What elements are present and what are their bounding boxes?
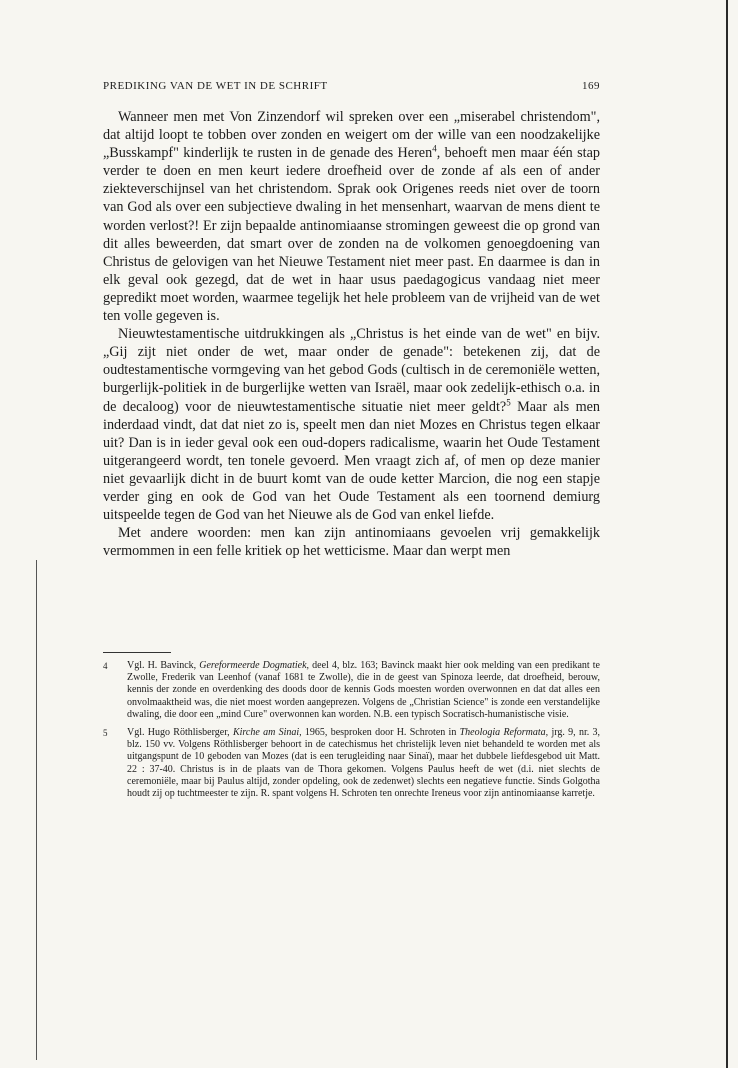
paragraph-1-text-a: Wanneer men met Von Zinzendorf wil spreken over een „miserabel christendom", dat altijd loopt te tobben over zonden en weigert om der wille van een noodzakelijke „Busskampf" kinderlijk te rusten in de genade des Heren (103, 109, 600, 162)
footnotes (103, 660, 600, 806)
footnote-number: 4 (103, 661, 108, 671)
paragraph-2-text-a: Nieuwtestamentische uitdrukkingen als „Christus is het einde van de wet" en bijv. „Gij zijt niet onder de wet, maar onder de genade": betekenen zij, dat de oudtestamentische vormgeving van het gebod Gods (cultisch in de ceremoniële wetten, burgerlijk-politiek in de burgerlijke wetten van Israël, maar ook zedelijk-ethisch o.a. in de decaloog) voor de nieuwtestamentische situatie niet meer geldt? (103, 326, 600, 415)
paragraph-1 (103, 108, 600, 325)
footnote-5 (103, 727, 600, 800)
footnote-ref-4: 4 (432, 143, 437, 154)
footnote-text-part: Vgl. H. Bavinck, (127, 660, 200, 671)
footnote-text-part: 1965, besproken door H. Schroten in (301, 727, 460, 739)
running-title: PREDIKING VAN DE WET IN DE SCHRIFT (103, 80, 328, 92)
page-edge-left (36, 560, 37, 1060)
main-text (103, 108, 600, 560)
footnote-4 (103, 660, 600, 721)
footnote-title-italic: Gereformeerde Dogmatiek, (199, 660, 310, 671)
footnote-text-part: Vgl. Hugo Röthlisberger, (127, 727, 233, 739)
page-edge-right (726, 0, 728, 1068)
footnote-text-part: deel 4, blz. 163; Bavinck maakt hier ook melding van een predikant te Zwolle, Frederik van Leenhof (vanaf 1681 te Zwolle), die in de geest van Spinoza leerde, dat droefheid, berouw, kennis der zonde en overdenking des doods door de kennis Gods moesten worden overwonnen en dat dat alles een onvolmaaktheid was, die niet moest worden aangeprezen. Volgens de „Christian Science" is zonde een verstandelijke dwaling, die door een „mind Cure" overwonnen kan worden. N.B. een typisch Socratisch-humanistische visie. (127, 660, 600, 720)
footnote-separator (103, 652, 171, 653)
paragraph-3: Met andere woorden: men kan zijn antinomiaans gevoelen vrij gemakkelijk vermommen in een felle kritiek op het wetticisme. Maar dan werpt men (103, 525, 600, 560)
footnote-title-italic: Theologia Reformata, (459, 727, 549, 739)
page-number: 169 (582, 80, 600, 92)
footnote-number: 5 (103, 728, 108, 739)
footnote-text-part: jrg. 9, nr. 3, blz. 150 vv. Volgens Röthlisberger behoort in de catechismus het christelijk leven niet behandeld te worden met als uitgangspunt de 10 geboden van Mozes (dat is een terugleiding naar Sinaï), maar het dubbele liefdesgebod uit Matt. 22 : 37-40. Christus is in de plaats van de Thora gekomen. Volgens Paulus heeft de wet (d.i. niet slechts de ceremoniële, maar bij Paulus altijd, zonder opdeling, ook de zedenwet) slechts een negatieve functie. Sinds Golgotha houdt zij op tuchtmeester te zijn. R. spant volgens H. Schroten ten onrechte Ireneus voor zijn antinomiaanse karretje. (127, 727, 601, 800)
paragraph-2 (103, 325, 600, 524)
running-header (103, 80, 600, 92)
footnote-text (127, 727, 600, 800)
paragraph-1-text-b: , behoeft men maar één stap verder te doen en men keurt iedere droefheid over de zonde af als een of ander ziekteverschijnsel van het christendom. Sprak ook Origenes reeds niet over de toorn van God als over een subjectieve dwaling in het mensenhart, waarvan de mens dient te worden verlost?! Er zijn bepaalde antinomiaanse stromingen geweest die op grond van dit alles beweerden, dat smart over de zonden na de volkomen genoegdoening van Christus de gelovigen van het Nieuwe Testament niet meer past. En daarmee is dan in elk geval ook gezegd, dat de wet in haar usus paedagogicus vandaag niet meer gepredikt moet worden, waarmee tegelijk het hele probleem van de vrijheid van de wet ten volle gegeven is. (103, 145, 600, 325)
paragraph-2-text-b: Maar als men inderdaad vindt, dat dat niet zo is, speelt men dan niet Mozes en Christus tegen elkaar uit? Dan is in ieder geval ook een oud-dopers radicalisme, waarin het Oude Testament uitgerangeerd wordt, ten tonele gevoerd. Men vraagt zich af, of men op deze manier niet gevaarlijk dicht in de buurt komt van de oude ketter Marcion, die nog een stapje verder ging en ook de God van het Oude Testament als een toornend demiurg uitspeelde tegen de God van het Nieuwe als de God van enkel liefde. (103, 398, 600, 524)
footnote-title-italic: Kirche am Sinai, (232, 727, 302, 739)
footnote-ref-5: 5 (506, 396, 511, 407)
footnote-text (127, 660, 600, 721)
